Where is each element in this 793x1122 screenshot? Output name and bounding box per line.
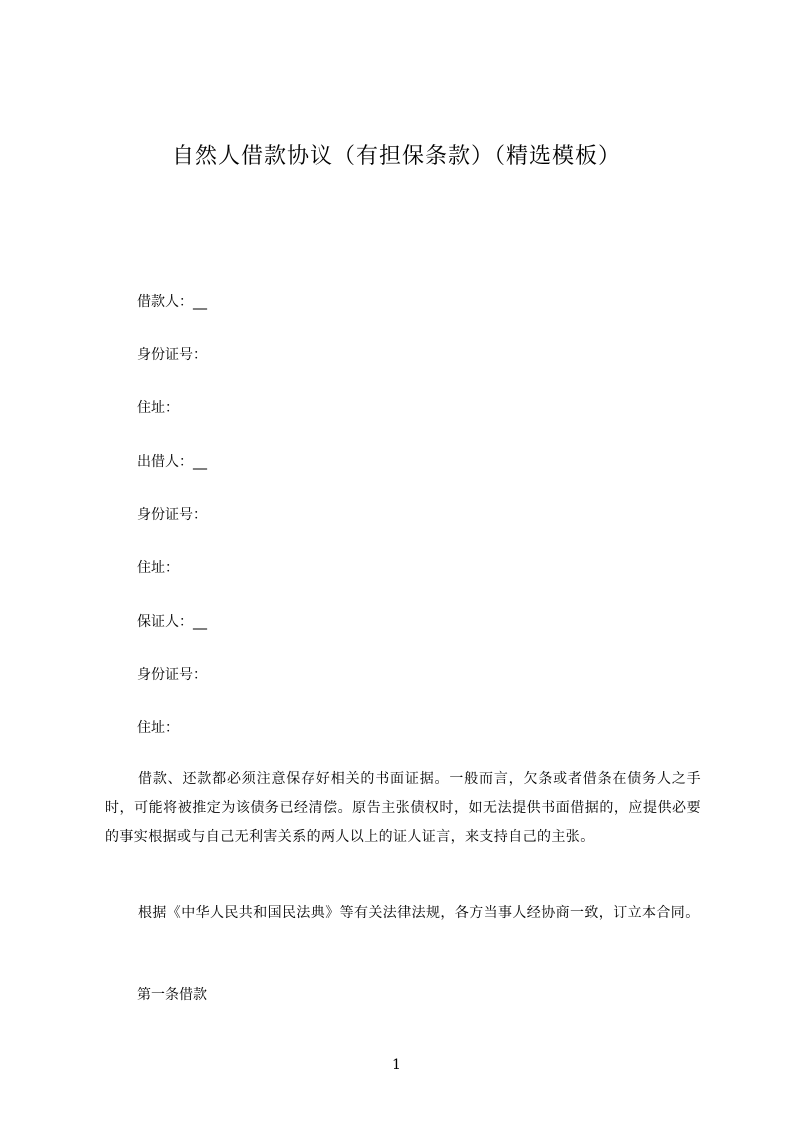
lender-field: 出借人：__	[137, 454, 207, 470]
article-one-heading: 第一条借款	[137, 987, 207, 1003]
borrower-id-field: 身份证号：	[137, 347, 207, 363]
document-title: 自然人借款协议（有担保条款）（精选模板）	[171, 144, 621, 169]
legal-basis-paragraph: 根据《中华人民共和国民法典》等有关法律法规，各方当事人经协商一致，订立本合同。	[138, 905, 700, 921]
lender-id-field: 身份证号：	[137, 507, 207, 523]
page-number: 1	[392, 1057, 401, 1073]
borrower-field: 借款人：__	[137, 294, 207, 310]
borrower-address-field: 住址：	[137, 400, 179, 416]
guarantor-id-field: 身份证号：	[137, 667, 207, 683]
lender-address-field: 住址：	[137, 560, 179, 576]
guarantor-address-field: 住址：	[137, 720, 179, 736]
evidence-note-paragraph: 借款、还款都必须注意保存好相关的书面证据。一般而言，欠条或者借条在债务人之手时，可能将被推定为该债务已经清偿。原告主张债权时，如无法提供书面借据的，应提供必要的事实根据或与自己无利害关系的两人以上的证人证言，来支持自己的主张。	[105, 771, 701, 845]
guarantor-field: 保证人：__	[137, 614, 207, 630]
